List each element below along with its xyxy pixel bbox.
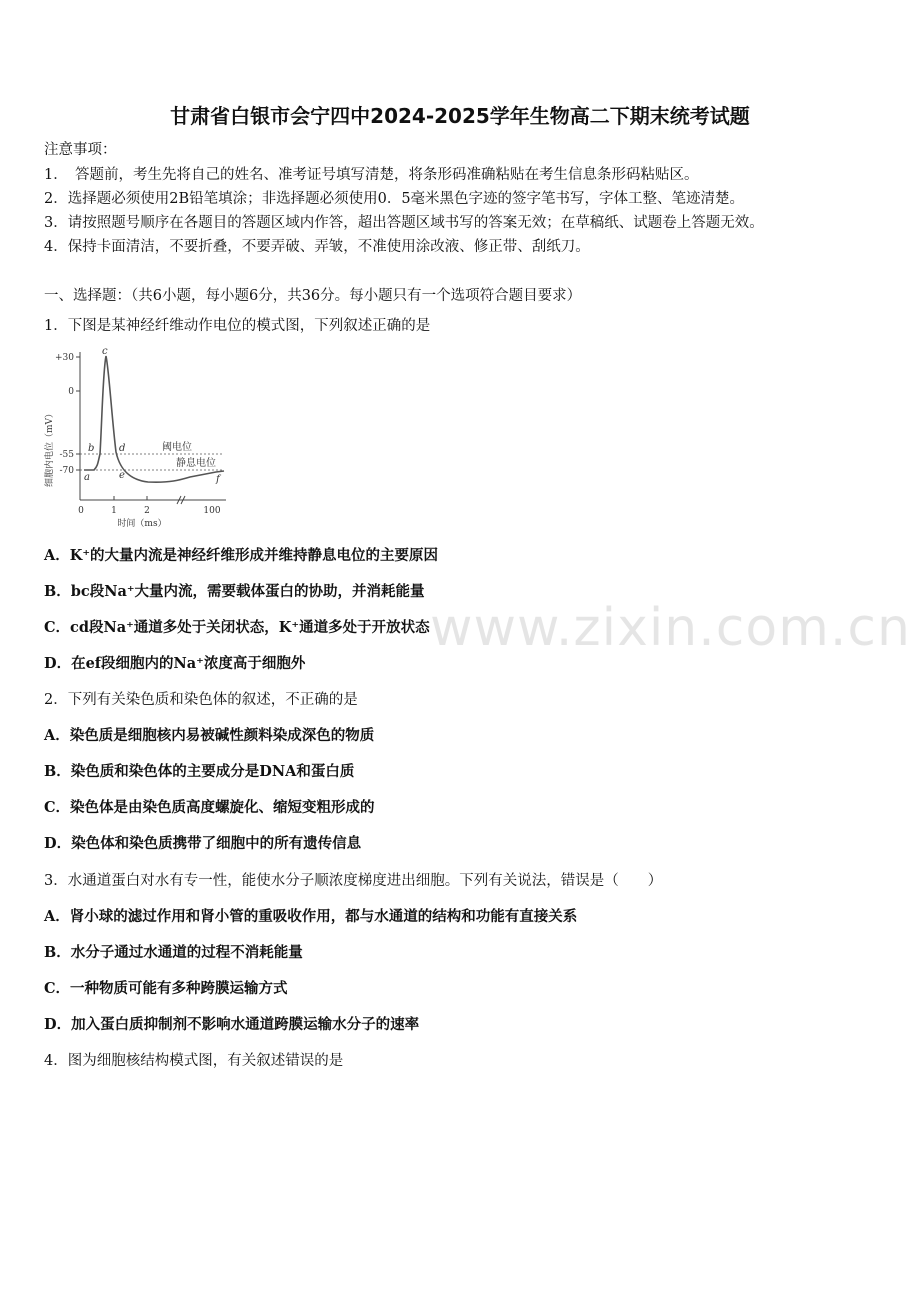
notice-heading: 注意事项： [44, 142, 117, 158]
q2-option-c: C．染色体是由染色质高度螺旋化、缩短变粗形成的 [44, 799, 375, 816]
ytick-minus55: -55 [59, 450, 74, 460]
figure-ylabel: 细胞内电位（mV） [45, 408, 55, 488]
q3-option-a: A．肾小球的滤过作用和肾小管的重吸收作用，都与水通道的结构和功能有直接关系 [44, 908, 578, 925]
point-c: c [102, 346, 108, 357]
xtick-2: 2 [144, 506, 150, 516]
notice-item-1: 1． 答题前，考生先将自己的姓名、准考证号填写清楚，将条形码准确粘贴在考生信息条形码粘贴区。 [44, 167, 699, 183]
question-1-stem: 1．下图是某神经纤维动作电位的模式图，下列叙述正确的是 [44, 318, 431, 334]
xtick-0: 0 [78, 506, 84, 516]
point-a: a [84, 472, 90, 483]
ytick-plus30: +30 [55, 353, 74, 363]
resting-label: 静息电位 [176, 458, 216, 469]
watermark: www.zixin.com.cn [430, 598, 911, 658]
figure-xlabel: 时间（ms） [117, 519, 167, 529]
page-title: 甘肃省白银市会宁四中2024-2025学年生物高二下期末统考试题 [170, 104, 750, 128]
ytick-0: 0 [68, 387, 74, 397]
xtick-1: 1 [111, 506, 117, 516]
q2-option-a: A．染色质是细胞核内易被碱性颜料染成深色的物质 [44, 727, 375, 744]
ytick-minus70: -70 [59, 466, 74, 476]
threshold-label: 阈电位 [162, 442, 192, 453]
notice-item-4: 4．保持卡面清洁，不要折叠，不要弄破、弄皱，不准使用涂改液、修正带、刮纸刀。 [44, 239, 590, 255]
notice-item-2: 2．选择题必须使用2B铅笔填涂；非选择题必须使用0．5毫米黑色字迹的签字笔书写，字体工整、笔迹清楚。 [44, 191, 745, 207]
point-e: e [119, 470, 125, 481]
q2-option-d: D．染色体和染色质携带了细胞中的所有遗传信息 [44, 835, 362, 852]
notice-item-3: 3．请按照题号顺序在各题目的答题区域内作答，超出答题区域书写的答案无效；在草稿纸、试题卷上答题无效。 [44, 215, 764, 231]
question-4-stem: 4．图为细胞核结构模式图，有关叙述错误的是 [44, 1053, 344, 1069]
q1-option-d: D．在ef段细胞内的Na⁺浓度高于细胞外 [44, 655, 306, 672]
section-heading: 一、选择题：（共6小题，每小题6分，共36分。每小题只有一个选项符合题目要求） [44, 288, 582, 304]
q3-option-d: D．加入蛋白质抑制剂不影响水通道跨膜运输水分子的速率 [44, 1016, 420, 1033]
point-f: f [216, 474, 220, 485]
point-d: d [119, 443, 126, 454]
action-potential-figure [40, 340, 240, 530]
q1-option-c: C．cd段Na⁺通道多处于关闭状态，K⁺通道多处于开放状态 [44, 619, 430, 636]
question-3-stem: 3．水通道蛋白对水有专一性，能使水分子顺浓度梯度进出细胞。下列有关说法，错误是（ ） [44, 873, 663, 889]
xtick-100: 100 [203, 506, 221, 516]
q1-option-b: B．bc段Na⁺大量内流，需要载体蛋白的协助，并消耗能量 [44, 583, 425, 600]
q1-option-a: A．K⁺的大量内流是神经纤维形成并维持静息电位的主要原因 [44, 547, 439, 564]
question-2-stem: 2．下列有关染色质和染色体的叙述，不正确的是 [44, 692, 358, 708]
q2-option-b: B．染色质和染色体的主要成分是DNA和蛋白质 [44, 763, 355, 780]
q3-option-c: C．一种物质可能有多种跨膜运输方式 [44, 980, 288, 997]
point-b: b [88, 443, 95, 454]
q3-option-b: B．水分子通过水通道的过程不消耗能量 [44, 944, 303, 961]
